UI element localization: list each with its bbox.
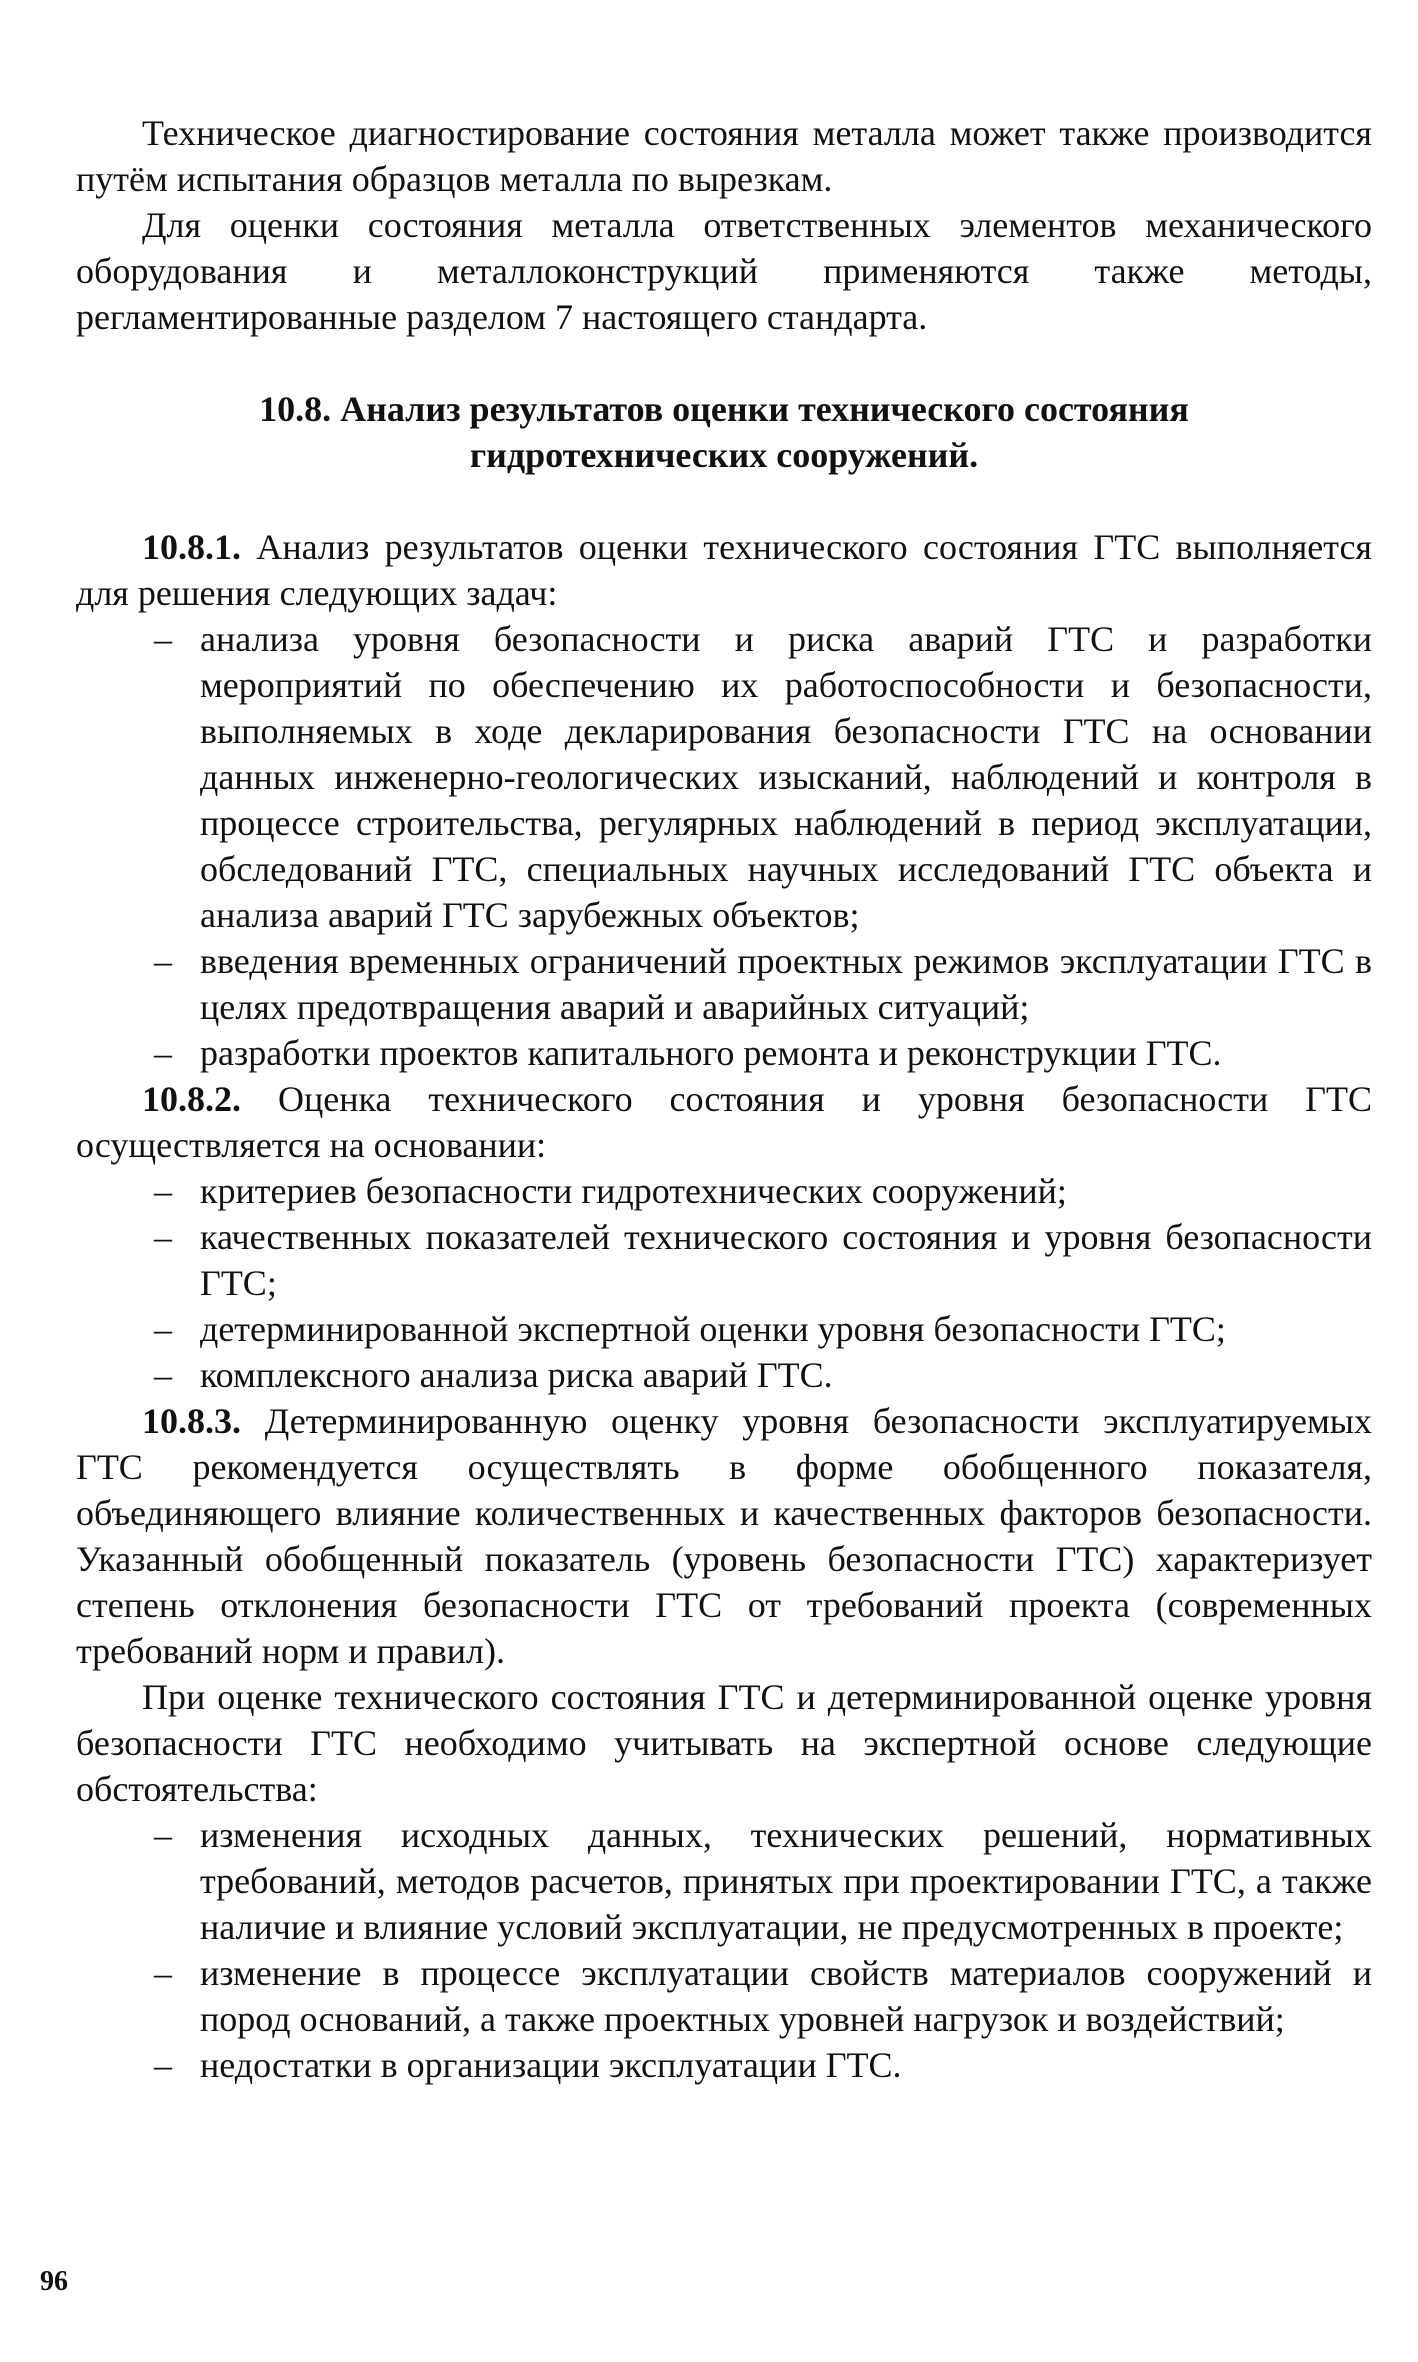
list-item: – недостатки в организации эксплуатации ГТС. [200,2042,1372,2088]
list-item: – введения временных ограничений проектных режимов эксплуатации ГТС в целях предотвращения аварий и аварийных ситуаций; [200,938,1372,1030]
clause-10-8-2 [76,1076,1372,1168]
list-item: – детерминированной экспертной оценки уровня безопасности ГТС; [200,1306,1372,1352]
clause-number: 10.8.1. [142,527,241,567]
list-item: – анализа уровня безопасности и риска аварий ГТС и разработки мероприятий по обеспечению их работоспособности и безопасности, выполняемых в ходе декларирования безопасности ГТС на основании данных инженерно-геологических изысканий, наблюдений и контроля в процессе строительства, регулярных наблюдений в период эксплуатации, обследований ГТС, специальных научных исследований ГТС объекта и анализа аварий ГТС зарубежных объектов; [200,616,1372,938]
clause-10-8-3-paragraph-2: При оценке технического состояния ГТС и детерминированной оценке уровня безопасности ГТС необходимо учитывать на экспертной основе следующие обстоятельства: [76,1677,1372,1809]
page-number: 96 [40,2266,68,2297]
list-item: – качественных показателей технического состояния и уровня безопасности ГТС; [200,1214,1372,1306]
clause-text: Анализ результатов оценки технического состояния ГТС выполняется для решения следующих задач: [76,527,1372,613]
clause-number: 10.8.2. [142,1079,241,1119]
clause-text: Детерминированную оценку уровня безопасности эксплуатируемых ГТС рекомендуется осуществлять в форме обобщенного показателя, объединяющего влияние количественных и качественных факторов безопасности. Указанный обобщенный показатель (уровень безопасности ГТС) характеризует степень отклонения безопасности ГТС от требований проекта (современных требований норм и правил). [76,1401,1372,1671]
page-body [76,110,1372,2088]
clause-number: 10.8.3. [142,1401,241,1441]
list-item: – разработки проектов капитального ремонта и реконструкции ГТС. [200,1030,1372,1076]
clause-10-8-1-list [76,616,1372,1076]
list-item: – изменения исходных данных, технических решений, нормативных требований, методов расчетов, принятых при проектировании ГТС, а также наличие и влияние условий эксплуатации, не предусмотренных в проекте; [200,1812,1372,1950]
clause-10-8-1 [76,524,1372,616]
intro-paragraph-2: Для оценки состояния металла ответственных элементов механического оборудования и металлоконструкций применяются также методы, регламентированные разделом 7 настоящего стандарта. [76,205,1372,337]
section-heading: 10.8. Анализ результатов оценки технического состояния гидротехнических сооружений. [259,389,1189,475]
clause-text: Оценка технического состояния и уровня безопасности ГТС осуществляется на основании: [76,1079,1372,1165]
list-item: – комплексного анализа риска аварий ГТС. [200,1352,1372,1398]
clause-10-8-2-list [76,1168,1372,1398]
list-item: – изменение в процессе эксплуатации свойств материалов сооружений и пород оснований, а также проектных уровней нагрузок и воздействий; [200,1950,1372,2042]
intro-paragraph-1: Техническое диагностирование состояния металла может также производится путём испытания образцов металла по вырезкам. [76,113,1372,199]
clause-10-8-3-list [76,1812,1372,2088]
clause-10-8-3 [76,1398,1372,1674]
list-item: – критериев безопасности гидротехнических сооружений; [200,1168,1372,1214]
